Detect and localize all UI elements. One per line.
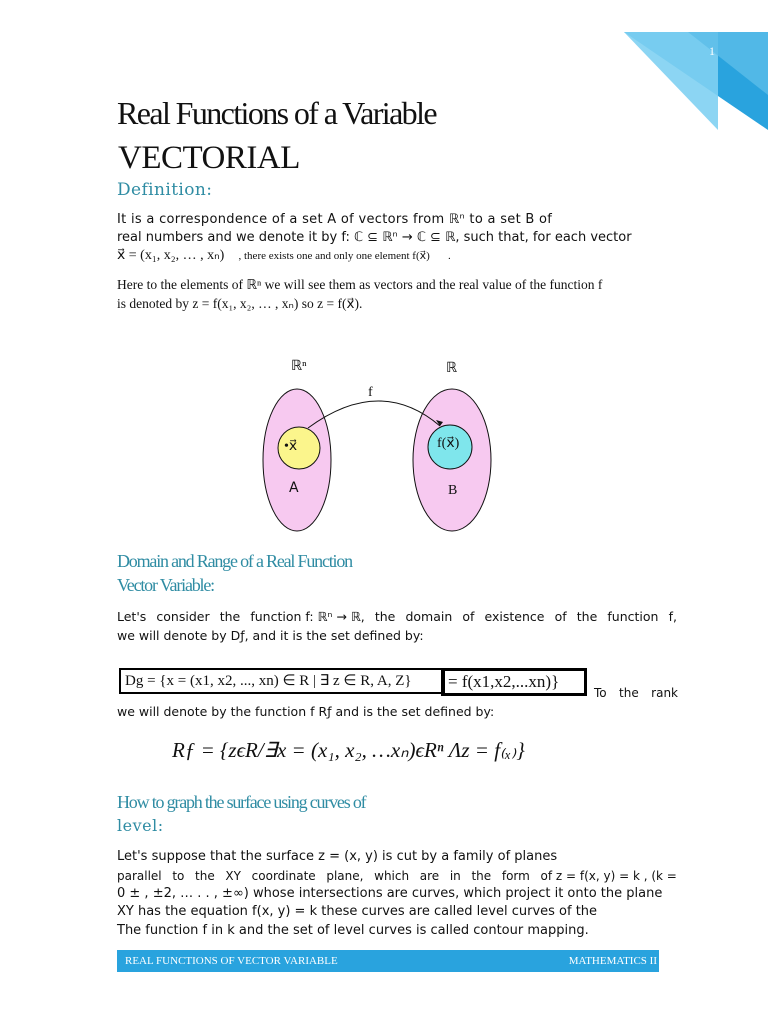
def-line-2: real numbers and we denote it by f: ℂ ⊆ ℝⁿ → ℂ ⊆ ℝ, such that, for each vector xyxy=(117,230,632,245)
footer-bar xyxy=(117,950,659,972)
level-line-2-word: parallel xyxy=(117,869,162,883)
elements-line-1: Here to the elements of ℝⁿ we will see them as vectors and the real value of the function f xyxy=(117,277,603,292)
domain-line-1-word: f, xyxy=(668,609,677,624)
level-line-2-word: coordinate xyxy=(251,869,316,883)
level-line-2-word: are xyxy=(419,869,440,883)
level-line-2 xyxy=(117,867,677,885)
domain-line-1-word: of xyxy=(554,609,567,624)
period: . xyxy=(447,250,451,262)
footer-right-text: MATHEMATICS II xyxy=(568,955,657,967)
level-heading-line2: level: xyxy=(117,816,164,835)
domain-heading-line2: Vector Variable: xyxy=(117,575,214,595)
vector-x-def: x⃗ = (x₁, x₂, … , xₙ) xyxy=(117,248,225,263)
page-title-line2: VECTORIAL xyxy=(118,140,300,176)
domain-line-1-word: existence xyxy=(484,609,545,624)
def-line-1: It is a correspondence of a set A of vectors from ℝⁿ to a set B of xyxy=(117,212,553,227)
level-heading: How to graph the surface using curves of xyxy=(117,792,366,812)
domain-line-1-word: function f: ℝⁿ → ℝ, xyxy=(250,609,365,624)
level-line-2-word: XY xyxy=(225,869,241,883)
domain-equation-box-right: = f(x1,x2,...xn)} xyxy=(441,668,587,696)
rank-line-2: we will denote by the function f Rƒ and is the set defined by: xyxy=(117,704,495,719)
rank-words xyxy=(594,684,678,702)
level-line-2-word: which xyxy=(374,869,410,883)
domain-heading: Domain and Range of a Real Function xyxy=(117,551,352,571)
level-line-2-word: the xyxy=(471,869,492,883)
elements-line-2: is denoted by z = f(x₁, x₂, … , xₙ) so z = f(x⃗). xyxy=(117,296,363,311)
footer-left-text: REAL FUNCTIONS OF VECTOR VARIABLE xyxy=(125,955,338,967)
level-line-1: Let's suppose that the surface z = (x, y) is cut by a family of planes xyxy=(117,849,558,864)
domain-line-1 xyxy=(117,608,677,626)
level-line-3: 0 ± , ±2, … . . , ±∞) whose intersections are curves, which project it onto the plane xyxy=(117,886,663,901)
domain-line-2: we will denote by Dƒ, and it is the set defined by: xyxy=(117,628,424,643)
rank-word: rank xyxy=(651,686,678,700)
r-label: ℝ xyxy=(446,361,458,376)
level-line-2-word: in xyxy=(449,869,461,883)
range-formula: Rƒ = {zϵR/∃x = (x₁, x₂, …xₙ)ϵRⁿ Λz = f₍ₓ₎} xyxy=(172,738,525,762)
domain-line-1-word: the xyxy=(374,609,396,624)
fx-label: f(x⃗) xyxy=(437,436,460,451)
level-line-2-word: plane, xyxy=(326,869,364,883)
def-line-3 xyxy=(117,247,451,265)
rank-word: To xyxy=(594,686,607,700)
b-label: B xyxy=(448,483,458,498)
exists-text: , there exists one and only one element f(x⃗) xyxy=(238,250,430,262)
a-label: A xyxy=(289,480,299,496)
domain-line-1-word: consider xyxy=(156,609,210,624)
level-line-5: The function f in k and the set of level curves is called contour mapping. xyxy=(117,923,589,938)
corner-decoration xyxy=(598,0,768,130)
domain-line-1-word: of xyxy=(462,609,475,624)
definition-heading: Definition: xyxy=(117,180,213,200)
domain-line-1-word: function xyxy=(607,609,659,624)
level-line-2-word: of z = f(x, y) = k , (k = xyxy=(540,869,677,883)
level-line-2-word: form xyxy=(501,869,530,883)
level-line-4: XY has the equation f(x, y) = k these curves are called level curves of the xyxy=(117,904,598,919)
domain-line-1-word: Let's xyxy=(117,609,147,624)
rn-label: ℝⁿ xyxy=(291,359,307,374)
domain-line-1-word: the xyxy=(219,609,241,624)
level-line-2-word: the xyxy=(195,869,215,883)
level-line-2-word: to xyxy=(172,869,185,883)
domain-line-1-word: the xyxy=(576,609,598,624)
page-title: Real Functions of a Variable xyxy=(117,95,436,131)
domain-line-1-word: domain xyxy=(405,609,453,624)
x-vector-label: •x⃗ xyxy=(284,439,298,454)
page-number: 1 xyxy=(709,44,715,58)
domain-equation-box: Dg = {x = (x1, x2, ..., xn) ∈ R | ∃ z ∈ R, A, Z} xyxy=(119,668,445,694)
rank-word: the xyxy=(619,686,639,700)
f-label: f xyxy=(368,385,373,400)
